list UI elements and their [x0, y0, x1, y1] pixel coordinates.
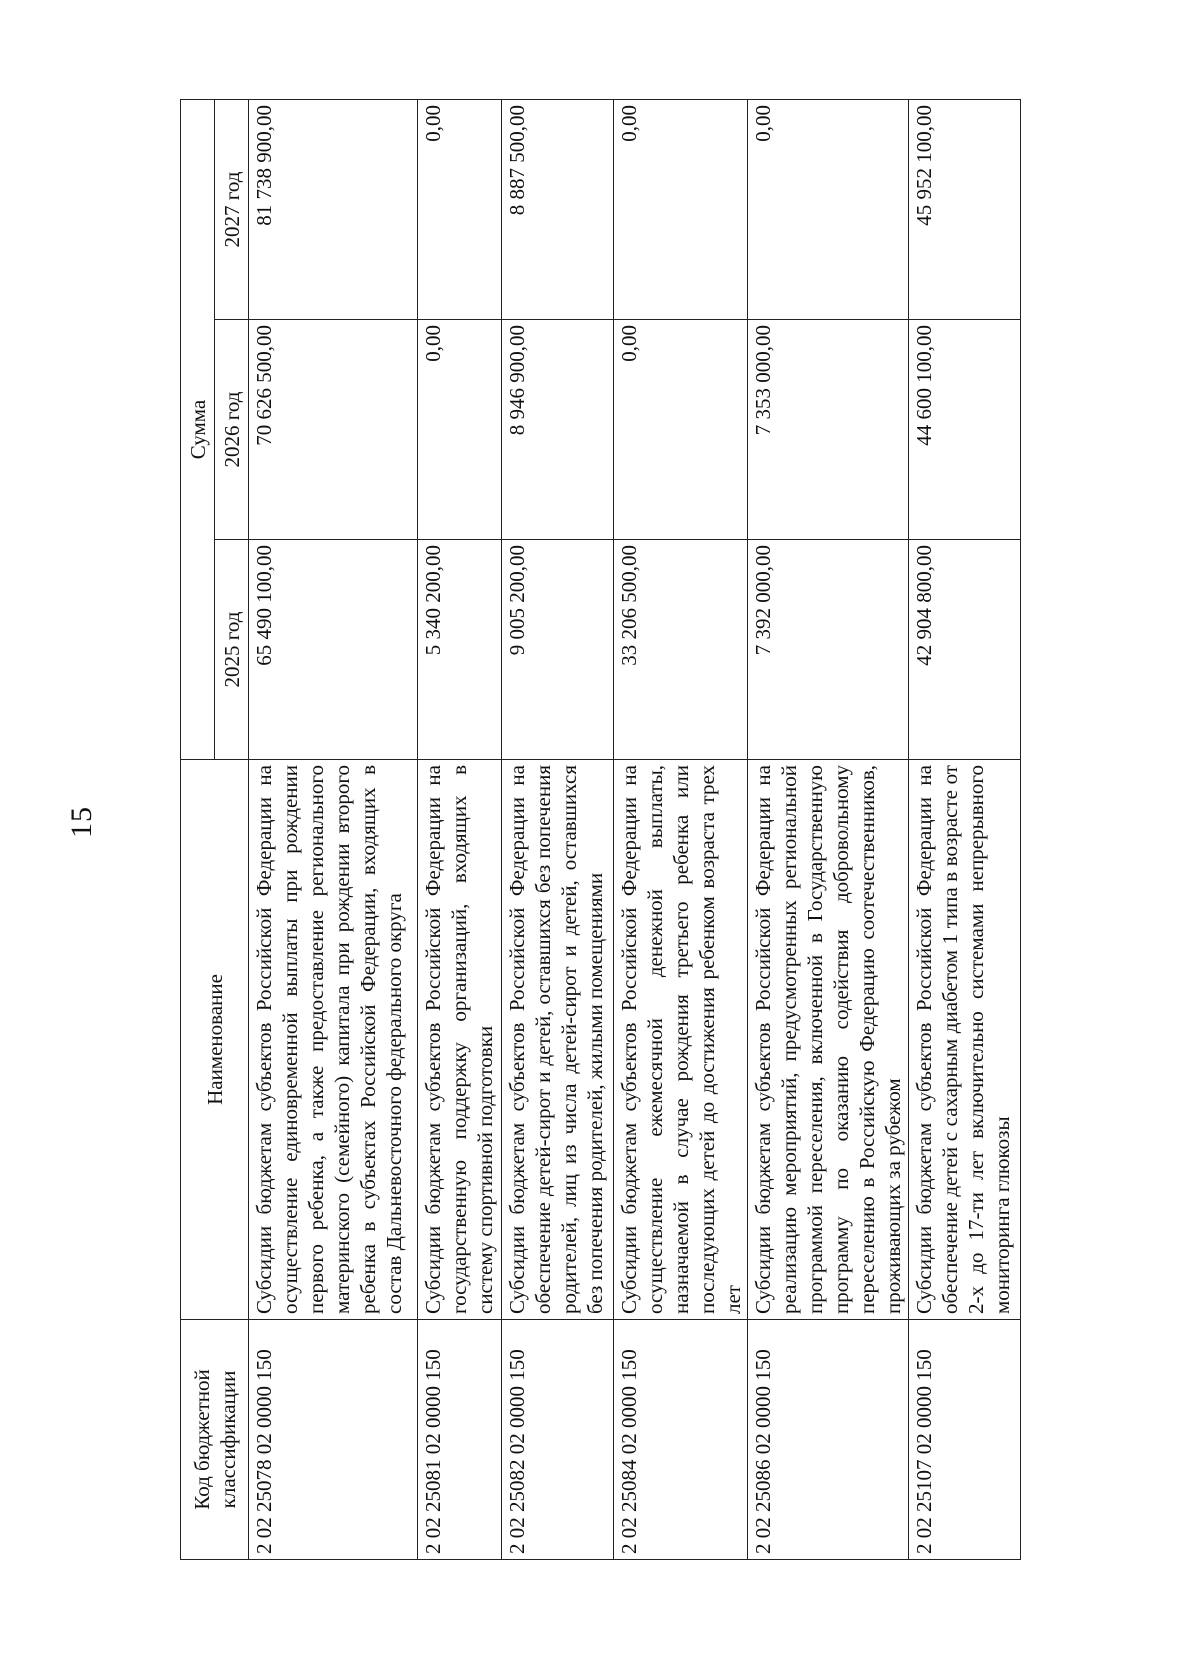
row-code: 2 02 25107 02 0000 150	[909, 1320, 1021, 1560]
table-row	[418, 99, 502, 1559]
header-year-2027: 2027 год	[215, 99, 249, 319]
row-name: Субсидии бюджетам субъектов Российской Федерации на государственную поддержку организаций, входящих в систему спортивной подготовки	[418, 760, 502, 1320]
row-amount-2026: 0,00	[418, 320, 502, 540]
row-amount-2026: 44 600 100,00	[909, 320, 1021, 540]
page-number: 15	[65, 806, 98, 838]
budget-table	[180, 99, 1021, 1560]
row-amount-2026: 7 353 000,00	[748, 320, 909, 540]
row-code: 2 02 25082 02 0000 150	[502, 1320, 614, 1560]
row-amount-2025: 33 206 500,00	[614, 540, 748, 760]
row-name: Субсидии бюджетам субъектов Российской Федерации на осуществление ежемесячной денежной выплаты, назначаемой в случае рождения третьего ребенка или последующих детей до достижения ребенком возраста трех лет	[614, 760, 748, 1320]
header-name: Наименование	[181, 760, 249, 1320]
row-amount-2027: 0,00	[748, 99, 909, 319]
row-amount-2025: 42 904 800,00	[909, 540, 1021, 760]
row-amount-2025: 5 340 200,00	[418, 540, 502, 760]
row-code: 2 02 25084 02 0000 150	[614, 1320, 748, 1560]
table-row	[502, 99, 614, 1559]
row-amount-2027: 0,00	[418, 99, 502, 319]
row-name: Субсидии бюджетам субъектов Российской Федерации на обеспечение детей с сахарным диабетом 1 типа в возрасте от 2-х до 17-ти лет включительно системами непрерывного мониторинга глюкозы	[909, 760, 1021, 1320]
header-sum: Сумма	[181, 99, 215, 759]
row-code: 2 02 25078 02 0000 150	[249, 1320, 418, 1560]
row-amount-2027: 81 738 900,00	[249, 99, 418, 319]
row-code: 2 02 25081 02 0000 150	[418, 1320, 502, 1560]
row-amount-2026: 0,00	[614, 320, 748, 540]
row-name: Субсидии бюджетам субъектов Российской Федерации на осуществление единовременной выплаты при рождении первого ребенка, а также предоставление регионального материнского (семейного) капитала при рождении второго ребенка в субъектах Российской Федерации, входящих в состав Дальневосточного федерального округа	[249, 760, 418, 1320]
table-row	[614, 99, 748, 1559]
header-year-2026: 2026 год	[215, 320, 249, 540]
row-code: 2 02 25086 02 0000 150	[748, 1320, 909, 1560]
row-amount-2026: 8 946 900,00	[502, 320, 614, 540]
row-amount-2027: 8 887 500,00	[502, 99, 614, 319]
row-amount-2026: 70 626 500,00	[249, 320, 418, 540]
row-amount-2027: 45 952 100,00	[909, 99, 1021, 319]
row-name: Субсидии бюджетам субъектов Российской Федерации на обеспечение детей-сирот и детей, оставшихся без попечения родителей, лиц из числа детей-сирот и детей, оставшихся без попечения родителей, жилыми помещениями	[502, 760, 614, 1320]
header-year-2025: 2025 год	[215, 540, 249, 760]
table-row	[249, 99, 418, 1559]
budget-table-container	[180, 100, 1014, 1560]
row-amount-2027: 0,00	[614, 99, 748, 319]
table-header-row	[181, 99, 215, 1559]
row-amount-2025: 9 005 200,00	[502, 540, 614, 760]
row-name: Субсидии бюджетам субъектов Российской Федерации на реализацию мероприятий, предусмотренных региональной программой переселения, включенной в Государственную программу по оказанию содействия добровольному переселению в Российскую Федерацию соотечественников, проживающих за рубежом	[748, 760, 909, 1320]
row-amount-2025: 7 392 000,00	[748, 540, 909, 760]
row-amount-2025: 65 490 100,00	[249, 540, 418, 760]
table-row	[748, 99, 909, 1559]
header-code: Код бюджетной классификации	[181, 1320, 249, 1560]
table-row	[909, 99, 1021, 1559]
